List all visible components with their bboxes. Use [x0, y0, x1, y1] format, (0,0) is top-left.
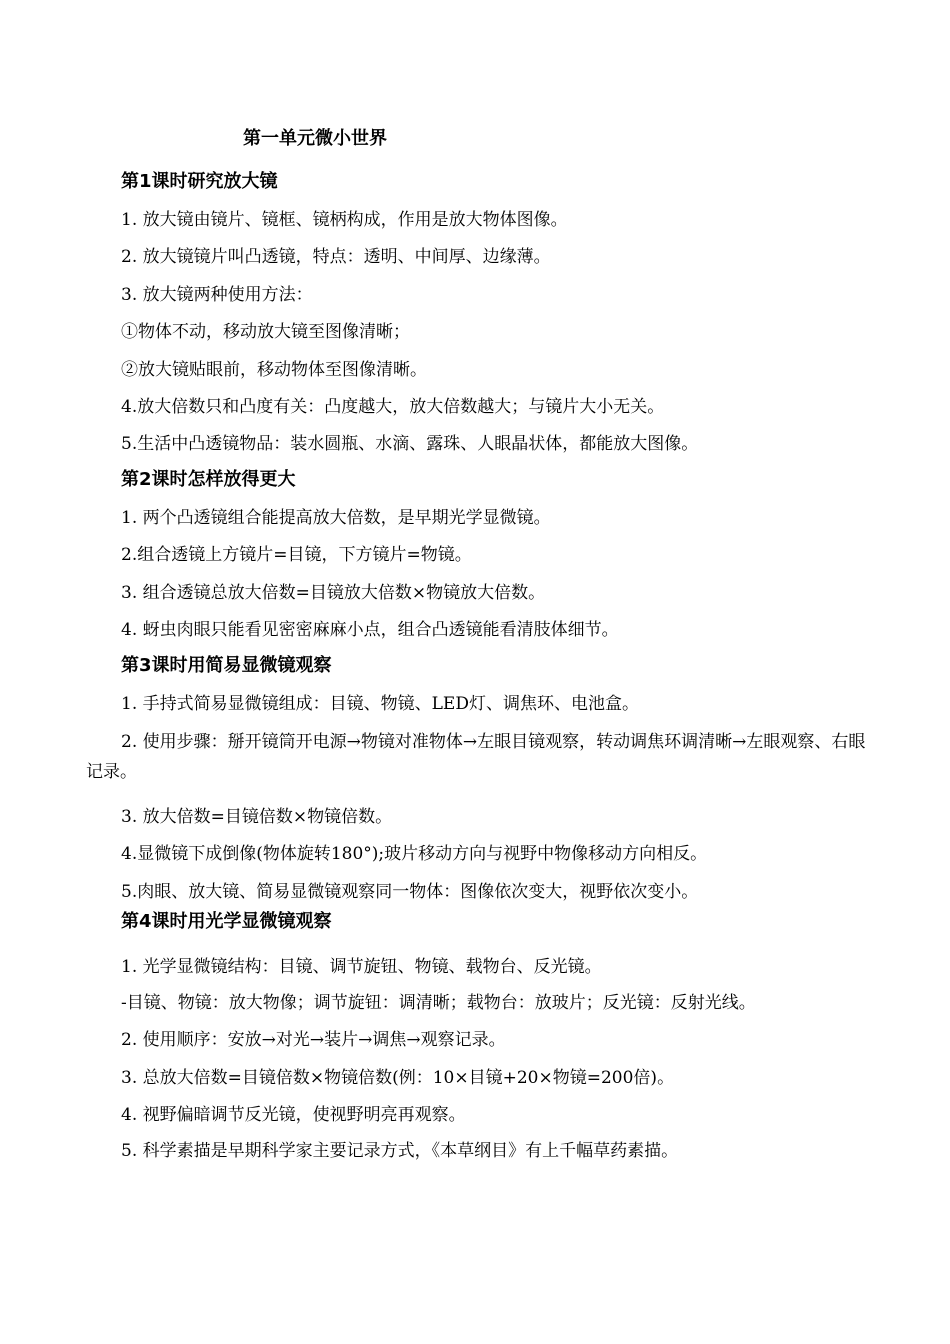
lesson-3-item: 4.显微镜下成倒像(物体旋转180°);玻片移动方向与视野中物像移动方向相反。 [121, 844, 708, 864]
lesson-4-item: 2. 使用顺序：安放→对光→装片→调焦→观察记录。 [121, 1030, 506, 1050]
lesson-3-item: 1. 手持式简易显微镜组成：目镜、物镜、LED灯、调焦环、电池盒。 [121, 694, 639, 714]
lesson-4-heading: 第4课时用光学显微镜观察 [121, 911, 332, 932]
lesson-4-item: 5. 科学素描是早期科学家主要记录方式，《本草纲目》有上千幅草药素描。 [121, 1141, 679, 1161]
lesson-3-heading: 第3课时用简易显微镜观察 [121, 655, 332, 676]
lesson-2-item: 3. 组合透镜总放大倍数=目镜放大倍数×物镜放大倍数。 [121, 583, 546, 603]
lesson-1-item: 1. 放大镜由镜片、镜框、镜柄构成，作用是放大物体图像。 [121, 210, 568, 230]
lesson-3-item: 5.肉眼、放大镜、简易显微镜观察同一物体：图像依次变大，视野依次变小。 [121, 882, 699, 902]
lesson-2-item: 4. 蚜虫肉眼只能看见密密麻麻小点，组合凸透镜能看清肢体细节。 [121, 620, 619, 640]
lesson-1-heading: 第1课时研究放大镜 [121, 171, 278, 192]
lesson-4-item: 3. 总放大倍数=目镜倍数×物镜倍数(例：10×目镜+20×物镜=200倍)。 [121, 1068, 675, 1088]
lesson-1-item: ①物体不动，移动放大镜至图像清晰； [121, 322, 410, 342]
lesson-4-item: 4. 视野偏暗调节反光镜，使视野明亮再观察。 [121, 1105, 466, 1125]
lesson-2-item: 2.组合透镜上方镜片=目镜，下方镜片=物镜。 [121, 545, 472, 565]
lesson-1-item: 5.生活中凸透镜物品：装水圆瓶、水滴、露珠、人眼晶状体，都能放大图像。 [121, 434, 699, 454]
lesson-3-item: 2. 使用步骤：掰开镜筒开电源→物镜对准物体→左眼目镜观察，转动调焦环调清晰→左眼观察、右眼记录。 [86, 732, 866, 782]
lesson-2-item: 1. 两个凸透镜组合能提高放大倍数，是早期光学显微镜。 [121, 508, 551, 528]
lesson-4-item: 1. 光学显微镜结构：目镜、调节旋钮、物镜、载物台、反光镜。 [121, 957, 602, 977]
lesson-1-item: 4.放大倍数只和凸度有关：凸度越大，放大倍数越大；与镜片大小无关。 [121, 397, 665, 417]
lesson-3-item: 3. 放大倍数=目镜倍数×物镜倍数。 [121, 807, 393, 827]
lesson-2-heading: 第2课时怎样放得更大 [121, 469, 296, 490]
lesson-1-item: 2. 放大镜镜片叫凸透镜，特点：透明、中间厚、边缘薄。 [121, 247, 551, 267]
lesson-1-item: ②放大镜贴眼前，移动物体至图像清晰。 [121, 360, 427, 380]
lesson-4-item: -目镜、物镜：放大物像；调节旋钮：调清晰；载物台：放玻片；反光镜：反射光线。 [121, 993, 756, 1013]
unit-title: 第一单元微小世界 [243, 128, 387, 149]
lesson-1-item: 3. 放大镜两种使用方法： [121, 285, 313, 305]
